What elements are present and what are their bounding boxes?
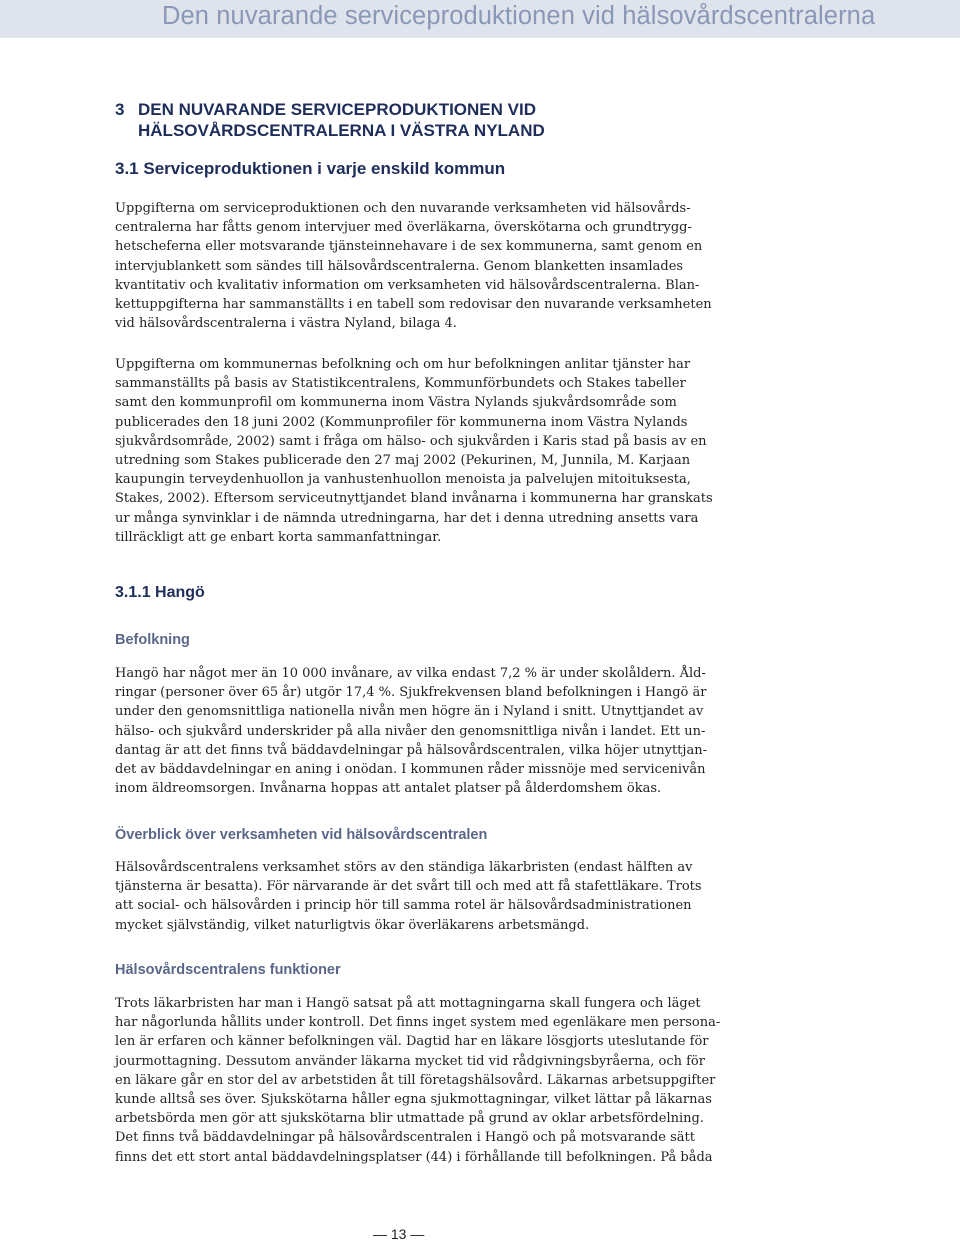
text-line: kettuppgifterna har sammanställts i en tabell som redovisar den nuvarande verksamheten bbox=[115, 296, 712, 312]
heading-befolkning: Befolkning bbox=[115, 632, 190, 648]
text-line: finns det ett stort antal bäddavdelningsplatser (44) i förhållande till befolkningen. På båda bbox=[115, 1149, 713, 1165]
text-line: hetscheferna eller motsvarande tjänsteinnehavare i de sex kommunerna, samt genom en bbox=[115, 239, 703, 255]
text-line: mycket självständig, vilket naturligtvis ökar överläkarens arbetsmängd. bbox=[115, 917, 590, 933]
text-line: sammanställts på basis av Statistikcentralens, Kommunförbundets och Stakes tabeller bbox=[115, 376, 686, 392]
text-line: len är erfaren och känner befolkningen väl. Dagtid har en läkare lösgjorts uteslutande för bbox=[115, 1034, 709, 1050]
subsection-title: 3.1.1 Hangö bbox=[115, 584, 205, 601]
heading-overblick: Överblick över verksamheten vid hälsovårdscentralen bbox=[115, 827, 488, 843]
text-line: tillräckligt att ge enbart korta sammanfattningar. bbox=[115, 529, 442, 545]
text-line: kaupungin terveydenhuollon ja vanhustenhuollon menoista ja palvelujen mitoituksesta, bbox=[115, 472, 691, 488]
text-line: kvantitativ och kvalitativ information om verksamheten vid hälsovårdscentralerna. Blan- bbox=[115, 277, 700, 293]
text-line: under den genomsnittliga nationella nivån men högre än i Nyland i snitt. Utnyttjandet av bbox=[115, 704, 704, 720]
heading-funktioner: Hälsovårdscentralens funktioner bbox=[115, 962, 341, 978]
text-line: Uppgifterna om serviceproduktionen och den nuvarande verksamheten vid hälsovårds- bbox=[115, 201, 691, 216]
text-line: Uppgifterna om kommunernas befolkning och om hur befolkningen anlitar tjänster har bbox=[115, 357, 691, 372]
text-line: ur många synvinklar i de nämnda utredningarna, har det i denna utredning ansetts vara bbox=[115, 510, 699, 526]
chapter-title-line-1: DEN NUVARANDE SERVICEPRODUKTIONEN VID bbox=[138, 100, 536, 119]
text-line: Hälsovårdscentralens verksamhet störs av den ständiga läkarbristen (endast hälften av bbox=[115, 860, 693, 875]
text-line: har någorlunda hållits under kontroll. Det finns inget system med egenläkare men persona- bbox=[115, 1015, 721, 1031]
text-line: inom äldreomsorgen. Invånarna hoppas att antalet platser på ålderdomshem ökas. bbox=[115, 781, 662, 797]
text-line: Trots läkarbristen har man i Hangö satsat på att mottagningarna skall fungera och läget bbox=[115, 996, 701, 1011]
chapter-heading bbox=[115, 99, 545, 141]
running-head bbox=[0, 0, 960, 38]
text-line: samt den kommunprofil om kommunerna inom Västra Nylands sjukvårdsområde som bbox=[115, 395, 677, 411]
text-line: det av bäddavdelningar en aning i onödan. I kommunen råder missnöje med servicenivån bbox=[115, 761, 706, 777]
page-number: — 13 — bbox=[373, 1226, 425, 1242]
intro-paragraph-2 bbox=[115, 355, 713, 547]
text-line: hälso- och sjukvård underskrider på alla nivåer den genomsnittliga nivån i landet. Ett un- bbox=[115, 723, 706, 739]
text-line: dantag är att det finns två bäddavdelningar på hälsovårdscentralen, vilka höjer utnyttjan- bbox=[115, 742, 707, 758]
text-line: centralerna har fåtts genom intervjuer med överläkarna, överskötarna och grundtrygg- bbox=[115, 220, 692, 236]
paragraph-befolkning bbox=[115, 664, 707, 798]
chapter-title-line-2: HÄLSOVÅRDSCENTRALERNA I VÄSTRA NYLAND bbox=[138, 121, 545, 140]
text-line: tjänsterna är besatta). För närvarande är det svårt till och med att få stafettläkare. Trots bbox=[115, 879, 702, 895]
text-line: utredning som Stakes publicerade den 27 maj 2002 (Pekurinen, M, Junnila, M. Karjaan bbox=[115, 452, 691, 468]
paragraph-overblick bbox=[115, 858, 702, 935]
text-line: arbetsbörda men gör att sjukskötarna blir utmattade på grund av oklar arbetsfördelning. bbox=[115, 1111, 704, 1127]
text-line: ringar (personer över 65 år) utgör 17,4 %. Sjukfrekvensen bland befolkningen i Hangö är bbox=[115, 685, 707, 701]
text-line: Stakes, 2002). Eftersom serviceutnyttjandet bland invånarna i kommunerna har granskats bbox=[115, 491, 713, 507]
text-line: Hangö har något mer än 10 000 invånare, av vilka endast 7,2 % är under skolåldern. Åld- bbox=[115, 666, 706, 681]
text-line: kunde alltså ses över. Sjukskötarna håller egna sjukmottagningar, vilket lättar på läkarnas bbox=[115, 1091, 712, 1107]
text-line: sjukvårdsområde, 2002) samt i fråga om hälso- och sjukvården i Karis stad på basis av en bbox=[115, 433, 707, 449]
text-line: att social- och hälsovården i princip hör till samma rotel är hälsovårdsadministrationen bbox=[115, 898, 692, 914]
text-line: vid hälsovårdscentralerna i västra Nyland, bilaga 4. bbox=[115, 316, 457, 332]
text-line: intervjublankett som sändes till hälsovårdscentralerna. Genom blanketten insamlades bbox=[115, 258, 684, 274]
text-line: en läkare går en stor del av arbetstiden åt till företagshälsovård. Läkarnas arbetsuppgifter bbox=[115, 1072, 716, 1088]
text-line: jourmottagning. Dessutom använder läkarna mycket tid vid rådgivningsbyråerna, och för bbox=[115, 1053, 705, 1069]
paragraph-funktioner bbox=[115, 994, 721, 1167]
chapter-number: 3 bbox=[115, 100, 125, 119]
text-line: Det finns två bäddavdelningar på hälsovårdscentralen i Hangö och på motsvarande sätt bbox=[115, 1130, 695, 1146]
intro-paragraph-1 bbox=[115, 199, 712, 333]
text-line: publicerades den 18 juni 2002 (Kommunprofiler för kommunerna inom Västra Nylands bbox=[115, 414, 688, 430]
section-title: 3.1 Serviceproduktionen i varje enskild kommun bbox=[115, 159, 506, 178]
running-head-title: Den nuvarande serviceproduktionen vid hälsovårdscentralerna bbox=[162, 2, 876, 30]
